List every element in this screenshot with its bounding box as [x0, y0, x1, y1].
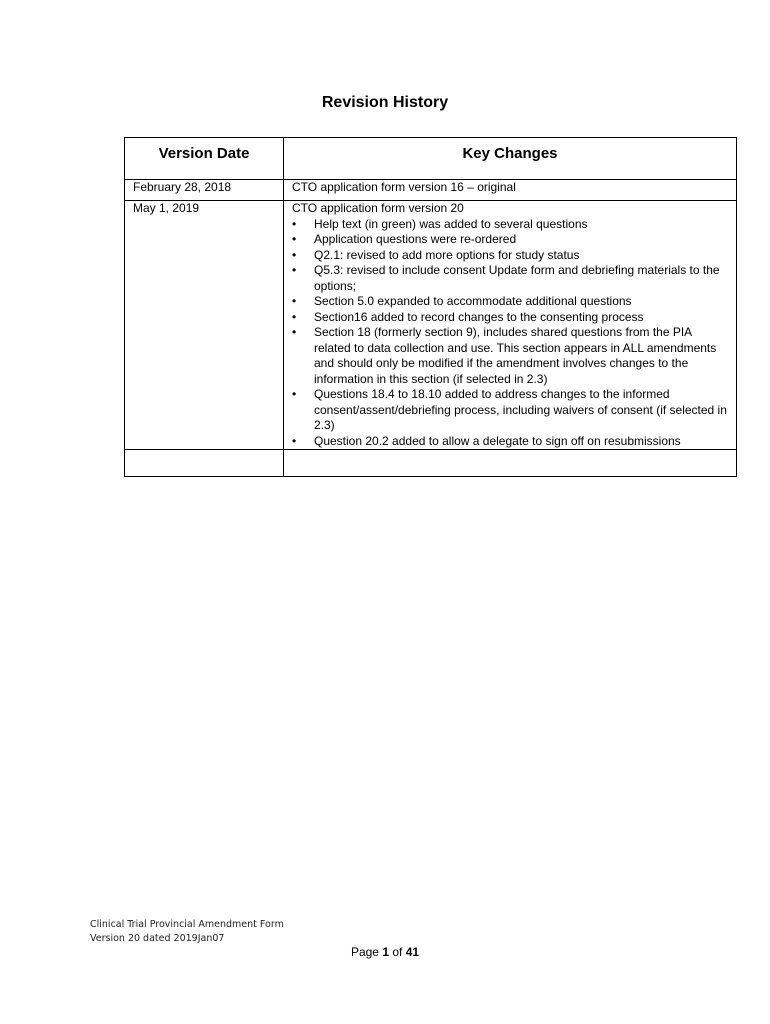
- page-number: [0, 945, 770, 959]
- page-total: 41: [405, 945, 420, 959]
- table-row-empty: [125, 450, 737, 477]
- change-list: [292, 217, 728, 450]
- change-item: • Application questions were re-ordered: [314, 232, 728, 248]
- header-key-changes: Key Changes: [284, 138, 737, 180]
- key-changes-cell: [284, 180, 737, 201]
- change-summary: CTO application form version 20: [292, 201, 464, 215]
- change-item: • Q2.1: revised to add more options for study status: [314, 248, 728, 264]
- revision-history-table: [124, 137, 737, 477]
- table-header-row: [125, 138, 737, 180]
- footer-version: Version 20 dated 2019Jan07: [90, 933, 225, 944]
- footer-form-info: [90, 918, 284, 946]
- version-date-cell: May 1, 2019: [125, 201, 284, 450]
- change-item: • Section16 added to record changes to the consenting process: [314, 310, 728, 326]
- change-summary: CTO application form version 16 – original: [292, 180, 516, 194]
- change-item: • Section 5.0 expanded to accommodate additional questions: [314, 294, 728, 310]
- change-item: • Help text (in green) was added to several questions: [314, 217, 728, 233]
- page-of: of: [392, 945, 403, 959]
- version-date-cell: February 28, 2018: [125, 180, 284, 201]
- change-item: • Question 20.2 added to allow a delegate to sign off on resubmissions: [314, 434, 728, 450]
- empty-cell: [284, 450, 737, 477]
- page-word: Page: [350, 945, 379, 959]
- empty-cell: [125, 450, 284, 477]
- footer-form-name: Clinical Trial Provincial Amendment Form: [90, 919, 284, 930]
- page-current: 1: [382, 945, 389, 959]
- header-version-date: Version Date: [125, 138, 284, 180]
- table-row: [125, 180, 737, 201]
- key-changes-cell: [284, 201, 737, 450]
- change-item: • Q5.3: revised to include consent Update form and debriefing materials to the options;: [314, 263, 728, 294]
- page-title: Revision History: [321, 94, 449, 111]
- table-row: [125, 201, 737, 450]
- change-item: • Questions 18.4 to 18.10 added to address changes to the informed consent/assent/debriefing process, including waivers of consent (if selected in 2.3): [314, 387, 728, 434]
- change-item: • Section 18 (formerly section 9), includes shared questions from the PIA related to data collection and use. This section appears in ALL amendments and should only be modified if the amendment involves changes to the information in this section (if selected in 2.3): [314, 325, 728, 387]
